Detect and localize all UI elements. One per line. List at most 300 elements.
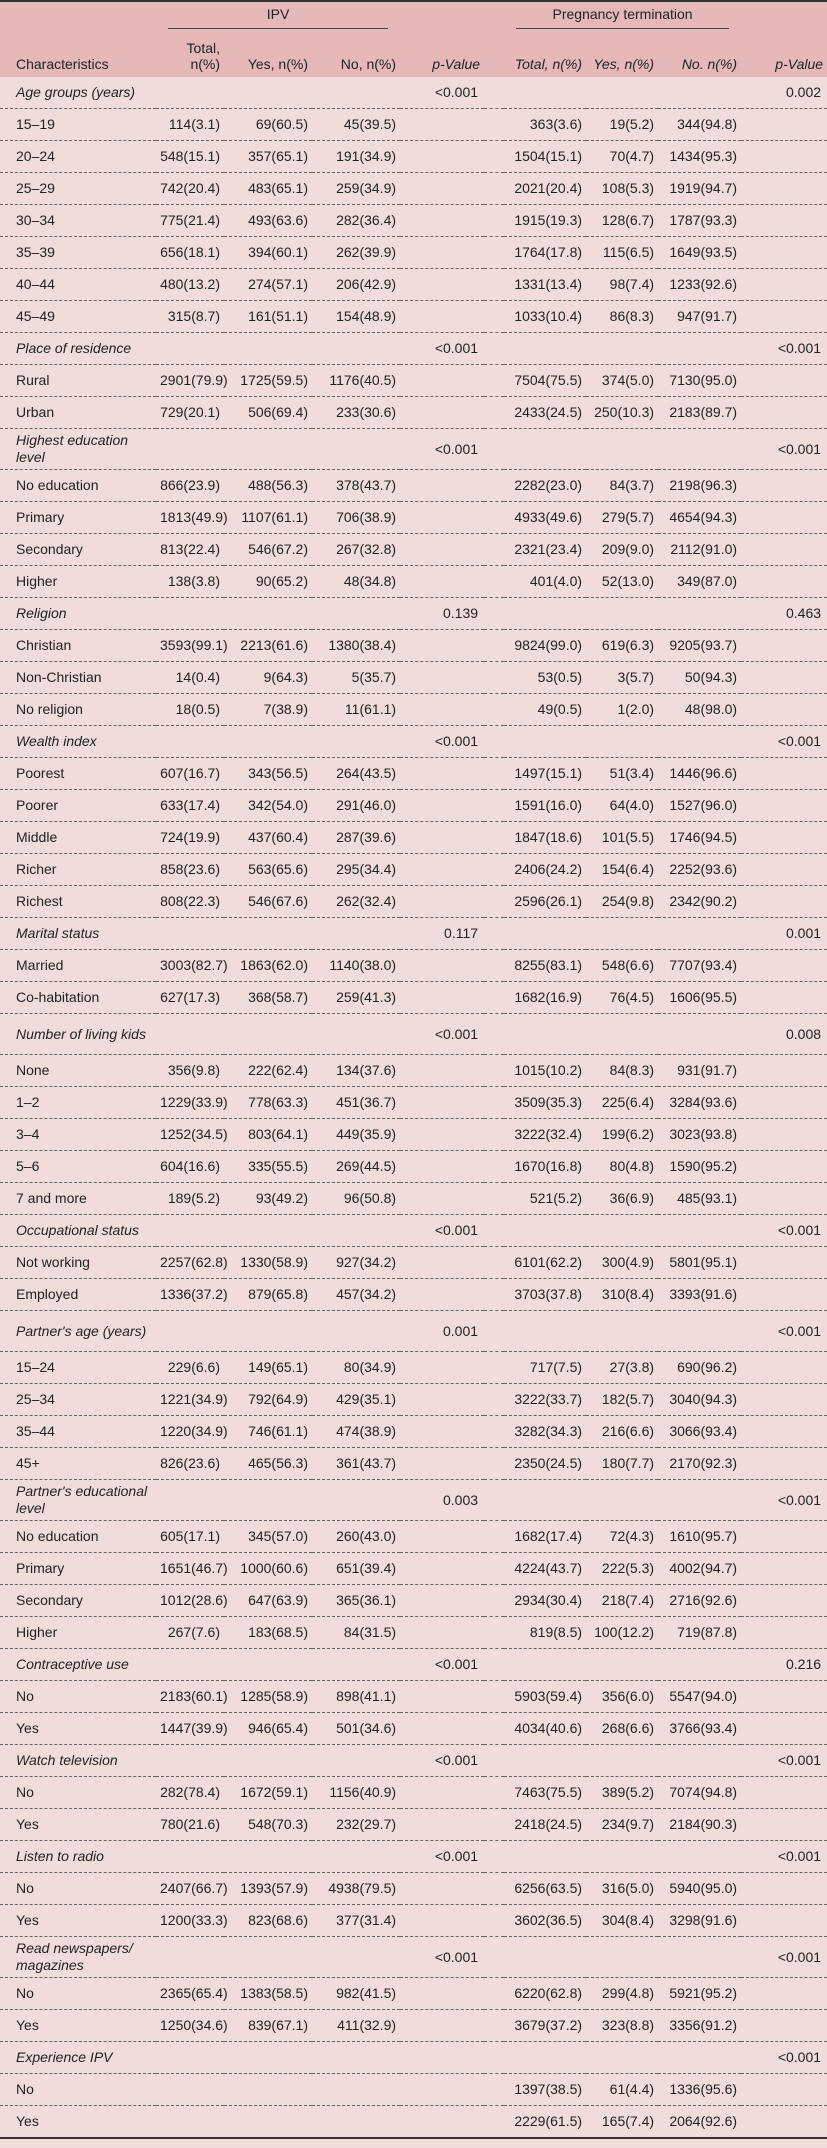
preg-total-cell: 7504(75.5)	[514, 372, 583, 388]
row-label: Primary	[16, 509, 65, 525]
preg-total-cell: 2433(24.5)	[514, 404, 583, 420]
table-row	[0, 1151, 827, 1183]
ipv-no-cell: 361(43.7)	[336, 1455, 397, 1471]
ipv-no-cell: 1156(40.9)	[329, 1784, 397, 1800]
table-row	[0, 365, 827, 397]
preg-yes-cell: 300(4.9)	[601, 1254, 655, 1270]
preg-yes-cell: 27(3.8)	[609, 1359, 655, 1375]
preg-no-cell: 4002(94.7)	[669, 1560, 738, 1576]
preg-yes-cell: 52(13.0)	[601, 573, 655, 589]
ipv-p-value: 0.003	[442, 1491, 479, 1508]
preg-no-cell: 9205(93.7)	[669, 637, 738, 653]
preg-total-cell: 6101(62.2)	[514, 1254, 583, 1270]
preg-total-cell: 3509(35.3)	[514, 1094, 583, 1110]
table-row	[0, 1713, 827, 1745]
preg-yes-cell: 279(5.7)	[601, 509, 655, 525]
ipv-no-cell: 457(34.2)	[336, 1286, 397, 1302]
table-row	[0, 1809, 827, 1841]
ipv-no-cell: 1176(40.5)	[329, 372, 397, 388]
table-row	[0, 1617, 827, 1649]
preg-total-cell: 1033(10.4)	[514, 308, 583, 324]
preg-yes-cell: 1(2.0)	[617, 701, 655, 717]
ipv-no-cell	[312, 2106, 400, 2139]
table-row	[0, 662, 827, 694]
ipv-no-cell: 11(61.1)	[344, 701, 397, 717]
preg-p-value: <0.001	[777, 440, 822, 457]
ipv-no-cell: 267(32.8)	[336, 541, 397, 557]
ipv-total-cell: 1229(33.9)	[160, 1094, 228, 1110]
preg-no-cell: 2184(90.3)	[669, 1816, 738, 1832]
ipv-total-cell: 1200(33.3)	[160, 1912, 228, 1928]
preg-no-col-header: No. n(%)	[681, 56, 738, 72]
preg-yes-cell: 51(3.4)	[609, 765, 655, 781]
ipv-no-cell: 365(36.1)	[336, 1592, 397, 1608]
category-row	[0, 1215, 827, 1247]
ipv-yes-cell: 437(60.4)	[248, 829, 308, 845]
ipv-total-cell: 858(23.6)	[160, 861, 220, 877]
table-row	[0, 982, 827, 1014]
ipv-yes-cell: 839(67.1)	[248, 2017, 308, 2033]
preg-no-cell: 719(87.8)	[677, 1624, 738, 1640]
category-label: Listen to radio	[16, 1848, 104, 1864]
ipv-yes-cell: 548(70.3)	[248, 1816, 308, 1832]
preg-no-cell: 947(91.7)	[677, 308, 738, 324]
ipv-no-cell: 259(41.3)	[336, 989, 397, 1005]
table-row	[0, 1055, 827, 1087]
preg-total-cell: 2418(24.5)	[514, 1816, 583, 1832]
ipv-p-value: 0.139	[442, 605, 479, 621]
ipv-yes-cell: 879(65.8)	[248, 1286, 308, 1302]
ipv-yes-cell: 394(60.1)	[248, 244, 308, 260]
ipv-total-cell: 18(0.5)	[175, 701, 220, 717]
preg-p-value: <0.001	[777, 1322, 822, 1339]
ipv-no-cell: 429(35.1)	[336, 1391, 397, 1407]
ipv-yes-cell: 335(55.5)	[248, 1158, 308, 1174]
preg-yes-cell: 268(6.6)	[601, 1720, 655, 1736]
ipv-no-cell: 134(37.6)	[336, 1062, 397, 1078]
row-label: 15–19	[16, 116, 55, 132]
preg-p-value: <0.001	[777, 1222, 822, 1238]
ipv-yes-cell: 342(54.0)	[248, 797, 308, 813]
ipv-p-value: 0.117	[444, 925, 479, 941]
row-label: 35–39	[16, 244, 55, 260]
row-label: Non-Christian	[16, 669, 102, 685]
ipv-total-cell: 742(20.4)	[160, 180, 220, 196]
ipv-no-cell: 282(36.4)	[336, 212, 397, 228]
ipv-no-cell: 378(43.7)	[336, 477, 397, 493]
table-row	[0, 630, 827, 662]
ipv-yes-cell: 357(65.1)	[248, 148, 308, 164]
row-label: 45–49	[16, 308, 55, 324]
preg-total-cell: 4224(43.7)	[514, 1560, 583, 1576]
preg-total-col-header: Total, n(%)	[514, 56, 583, 72]
preg-total-cell: 1915(19.3)	[514, 212, 583, 228]
ipv-p-value: <0.001	[434, 1656, 479, 1672]
preg-total-cell: 2596(26.1)	[514, 893, 583, 909]
ipv-no-cell: 48(34.8)	[343, 573, 397, 589]
preg-total-cell: 4933(49.6)	[514, 509, 583, 525]
preg-p-value: <0.001	[777, 1752, 822, 1768]
table-row	[0, 2074, 827, 2106]
category-row	[0, 333, 827, 365]
ipv-yes-cell: 746(61.1)	[248, 1423, 308, 1439]
ipv-no-cell: 1380(38.4)	[328, 637, 397, 653]
row-label: Yes	[16, 1816, 39, 1832]
ipv-yes-cell: 778(63.3)	[248, 1094, 308, 1110]
ipv-p-value: <0.001	[434, 84, 479, 100]
ipv-no-cell: 264(43.5)	[336, 765, 397, 781]
ipv-p-value: <0.001	[434, 1948, 479, 1965]
ipv-total-col-header: Total, n(%)	[186, 40, 220, 72]
row-label: Not working	[16, 1254, 90, 1270]
preg-yes-cell: 154(6.4)	[601, 861, 655, 877]
preg-no-cell: 5801(95.1)	[669, 1254, 738, 1270]
table-row	[0, 854, 827, 886]
ipv-no-cell: 260(43.0)	[336, 1528, 397, 1544]
table-row	[0, 1087, 827, 1119]
ipv-no-cell: 154(48.9)	[336, 308, 397, 324]
preg-yes-cell: 299(4.8)	[601, 1985, 655, 2001]
ipv-yes-cell	[224, 2106, 312, 2139]
preg-p-value: 0.002	[786, 84, 822, 100]
category-label: Contraceptive use	[16, 1656, 129, 1672]
ipv-total-cell: 1220(34.9)	[160, 1423, 228, 1439]
preg-p-value: 0.008	[786, 1025, 822, 1042]
category-row	[0, 2042, 827, 2074]
ipv-p-value: <0.001	[434, 340, 479, 356]
table-row	[0, 1279, 827, 1311]
preg-yes-cell: 225(6.4)	[601, 1094, 655, 1110]
preg-yes-cell: 128(6.7)	[601, 212, 655, 228]
preg-yes-cell: 86(8.3)	[609, 308, 655, 324]
preg-total-cell: 7463(75.5)	[514, 1784, 583, 1800]
category-row	[0, 1480, 827, 1521]
row-label: Middle	[16, 829, 58, 845]
ipv-yes-cell: 488(56.3)	[248, 477, 308, 493]
preg-yes-cell: 199(6.2)	[601, 1126, 655, 1142]
ipv-yes-cell: 946(65.4)	[248, 1720, 308, 1736]
row-label: Christian	[16, 637, 72, 653]
preg-total-cell: 1497(15.1)	[514, 765, 583, 781]
row-label: Higher	[16, 573, 58, 589]
preg-yes-cell: 3(5.7)	[617, 669, 655, 685]
preg-yes-cell: 323(8.8)	[601, 2017, 655, 2033]
ipv-yes-cell: 1383(58.5)	[240, 1985, 308, 2001]
preg-no-cell: 1527(96.0)	[669, 797, 738, 813]
row-label: Urban	[16, 404, 55, 420]
preg-yes-cell: 389(5.2)	[601, 1784, 655, 1800]
table-header	[0, 1, 827, 77]
ipv-no-cell: 80(34.9)	[343, 1359, 397, 1375]
category-row	[0, 1649, 827, 1681]
ipv-no-cell: 651(39.4)	[336, 1560, 397, 1576]
preg-total-cell: 6220(62.8)	[514, 1985, 583, 2001]
preg-yes-cell: 64(4.0)	[609, 797, 655, 813]
category-label: Age groups (years)	[16, 84, 136, 100]
row-label: 20–24	[16, 148, 55, 164]
row-label: Employed	[16, 1286, 79, 1302]
table-row	[0, 109, 827, 141]
preg-total-cell: 1682(16.9)	[514, 989, 583, 1005]
preg-yes-cell: 61(4.4)	[609, 2081, 655, 2097]
ipv-pvalue-col-header: p-Value	[432, 56, 481, 72]
preg-yes-cell: 548(6.6)	[601, 957, 655, 973]
ipv-total-cell: 14(0.4)	[175, 669, 220, 685]
row-label: 25–34	[16, 1391, 55, 1407]
row-label: Richer	[16, 861, 57, 877]
preg-total-cell: 2406(24.2)	[514, 861, 583, 877]
preg-total-cell: 3602(36.5)	[514, 1912, 583, 1928]
category-label: Religion	[16, 605, 67, 621]
ipv-total-cell: 282(78.4)	[160, 1784, 220, 1800]
category-row	[0, 1014, 827, 1055]
preg-yes-cell: 72(4.3)	[609, 1528, 655, 1544]
category-row	[0, 598, 827, 630]
preg-total-cell: 1764(17.8)	[514, 244, 583, 260]
table-row	[0, 1905, 827, 1937]
table-row	[0, 502, 827, 534]
ipv-p-value: <0.001	[434, 733, 479, 749]
preg-yes-cell: 218(7.4)	[601, 1592, 655, 1608]
category-label: Experience IPV	[16, 2049, 113, 2065]
preg-no-cell: 7707(93.4)	[669, 957, 738, 973]
pregnancy-group-header: Pregnancy termination	[504, 1, 741, 32]
ipv-no-cell: 982(41.5)	[336, 1985, 397, 2001]
preg-no-cell: 3066(93.4)	[669, 1423, 738, 1439]
ipv-total-cell: 1012(28.6)	[160, 1592, 228, 1608]
table-row	[0, 1352, 827, 1384]
preg-yes-cell: 222(5.3)	[601, 1560, 655, 1576]
ipv-total-cell: 729(20.1)	[160, 404, 220, 420]
ipv-yes-cell: 1672(59.1)	[240, 1784, 308, 1800]
ipv-total-cell: 633(17.4)	[160, 797, 220, 813]
table-row	[0, 205, 827, 237]
preg-no-cell: 7130(95.0)	[669, 372, 738, 388]
ipv-total-cell: 548(15.1)	[160, 148, 220, 164]
ipv-yes-cell: 506(69.4)	[248, 404, 308, 420]
row-label: Yes	[16, 1912, 39, 1928]
preg-no-cell: 3393(91.6)	[669, 1286, 738, 1302]
ipv-no-cell: 927(34.2)	[336, 1254, 397, 1270]
preg-yes-cell: 304(8.4)	[601, 1912, 655, 1928]
row-label: 1–2	[16, 1094, 40, 1110]
row-label: 45+	[16, 1455, 40, 1471]
ipv-total-cell: 826(23.6)	[160, 1455, 220, 1471]
preg-total-cell: 2350(24.5)	[514, 1455, 583, 1471]
ipv-no-cell: 411(32.9)	[337, 2017, 397, 2033]
preg-no-cell: 2112(91.0)	[670, 541, 738, 557]
preg-p-value: <0.001	[777, 733, 822, 749]
ipv-total-cell	[156, 2106, 224, 2139]
ipv-p-value: <0.001	[434, 1222, 479, 1238]
ipv-no-cell: 4938(79.5)	[328, 1880, 397, 1896]
ipv-no-cell: 259(34.9)	[336, 180, 397, 196]
ipv-p-value: <0.001	[434, 1848, 479, 1864]
ipv-p-value: <0.001	[434, 1752, 479, 1768]
ipv-no-cell: 501(34.6)	[336, 1720, 397, 1736]
preg-no-cell: 1649(93.5)	[669, 244, 738, 260]
preg-total-cell: 1682(17.4)	[514, 1528, 583, 1544]
ipv-no-cell: 5(35.7)	[351, 669, 397, 685]
preg-no-cell: 3298(91.6)	[669, 1912, 738, 1928]
preg-total-cell: 3703(37.8)	[514, 1286, 583, 1302]
preg-total-cell: 3282(34.3)	[514, 1423, 583, 1439]
ipv-yes-cell: 1000(60.6)	[240, 1560, 308, 1576]
preg-total-cell: 1397(38.5)	[514, 2081, 583, 2097]
preg-yes-cell: 100(12.2)	[594, 1624, 655, 1640]
ipv-total-cell: 775(21.4)	[160, 212, 220, 228]
ipv-yes-cell: 465(56.3)	[248, 1455, 308, 1471]
ipv-no-cell: 96(50.8)	[343, 1190, 397, 1206]
category-row	[0, 1937, 827, 1978]
table-row	[0, 534, 827, 566]
preg-total-cell: 521(5.2)	[529, 1190, 583, 1206]
preg-no-cell: 3766(93.4)	[669, 1720, 738, 1736]
preg-no-cell: 2183(89.7)	[669, 404, 738, 420]
ipv-total-cell: 480(13.2)	[160, 276, 220, 292]
ipv-no-cell: 451(36.7)	[336, 1094, 397, 1110]
preg-total-cell: 5903(59.4)	[514, 1688, 583, 1704]
ipv-yes-cell: 1285(58.9)	[240, 1688, 308, 1704]
preg-yes-cell: 250(10.3)	[594, 404, 655, 420]
ipv-total-cell: 267(7.6)	[167, 1624, 220, 1640]
row-label: Secondary	[16, 541, 83, 557]
ipv-yes-cell: 493(63.6)	[248, 212, 308, 228]
ipv-yes-col-header: Yes, n(%)	[247, 56, 308, 72]
ipv-no-cell	[312, 2074, 400, 2106]
category-row	[0, 726, 827, 758]
ipv-group-header: IPV	[156, 1, 400, 32]
table-row	[0, 566, 827, 598]
preg-no-cell: 485(93.1)	[677, 1190, 738, 1206]
preg-yes-cell: 84(3.7)	[609, 477, 655, 493]
table-row	[0, 2010, 827, 2042]
ipv-total-cell: 2901(79.9)	[160, 372, 228, 388]
ipv-total-cell: 229(6.6)	[167, 1359, 220, 1375]
ipv-p-value	[400, 2042, 484, 2074]
ipv-total-cell: 627(17.3)	[160, 989, 220, 1005]
table-row	[0, 1521, 827, 1553]
preg-yes-cell: 115(6.5)	[602, 244, 655, 260]
preg-no-cell: 2064(92.6)	[669, 2113, 738, 2129]
category-label: Occupational status	[16, 1222, 139, 1238]
ipv-total-cell: 656(18.1)	[160, 244, 220, 260]
category-label: Marital status	[16, 925, 100, 941]
ipv-yes-cell: 792(64.9)	[248, 1391, 308, 1407]
row-label: No education	[16, 477, 99, 493]
ipv-p-value: <0.001	[434, 440, 479, 457]
preg-p-value: <0.001	[777, 1491, 822, 1508]
ipv-total-cell: 1221(34.9)	[160, 1391, 228, 1407]
category-label: Partner's educational level	[16, 1483, 148, 1516]
preg-no-cell: 2716(92.6)	[669, 1592, 738, 1608]
ipv-no-cell: 206(42.9)	[336, 276, 397, 292]
preg-no-cell: 1606(95.5)	[669, 989, 738, 1005]
ipv-yes-cell: 93(49.2)	[255, 1190, 308, 1206]
ipv-yes-cell: 1393(57.9)	[240, 1880, 308, 1896]
row-label: Poorest	[16, 765, 65, 781]
preg-p-value: 0.463	[786, 605, 822, 621]
row-label: 25–29	[16, 180, 55, 196]
ipv-no-cell: 1140(38.0)	[329, 957, 397, 973]
preg-no-cell: 1336(95.6)	[669, 2081, 738, 2097]
row-label: Yes	[16, 2113, 39, 2129]
preg-total-cell: 4034(40.6)	[514, 1720, 583, 1736]
ipv-yes-cell: 7(38.9)	[263, 701, 308, 717]
ipv-p-value: <0.001	[434, 1025, 479, 1042]
ipv-no-cell: 706(38.9)	[336, 509, 397, 525]
ipv-no-cell: 262(39.9)	[336, 244, 397, 260]
category-row	[0, 1745, 827, 1777]
row-label: None	[16, 1062, 50, 1078]
row-label: Co-habitation	[16, 989, 100, 1005]
category-row	[0, 918, 827, 950]
preg-no-cell: 1233(92.6)	[669, 276, 738, 292]
ipv-yes-cell: 1725(59.5)	[240, 372, 308, 388]
preg-no-cell: 5921(95.2)	[669, 1985, 738, 2001]
preg-no-cell: 1919(94.7)	[669, 180, 738, 196]
preg-total-cell: 819(8.5)	[529, 1624, 583, 1640]
ipv-total-cell: 189(5.2)	[167, 1190, 220, 1206]
table-row	[0, 1247, 827, 1279]
preg-total-cell: 53(0.5)	[537, 669, 583, 685]
preg-total-cell: 1015(10.2)	[514, 1062, 583, 1078]
row-label: 35–44	[16, 1423, 55, 1439]
ipv-yes-cell: 90(65.2)	[255, 573, 308, 589]
ipv-total-cell: 138(3.8)	[167, 573, 220, 589]
ipv-yes-cell	[224, 2074, 312, 2106]
ipv-total-cell: 813(22.4)	[160, 541, 220, 557]
table-row	[0, 237, 827, 269]
preg-yes-cell: 619(6.3)	[601, 637, 655, 653]
row-label: Married	[16, 957, 64, 973]
ipv-no-cell: 474(38.9)	[336, 1423, 397, 1439]
preg-yes-cell: 216(6.6)	[601, 1423, 655, 1439]
table-row	[0, 758, 827, 790]
preg-no-cell: 931(91.7)	[677, 1062, 738, 1078]
table-row	[0, 694, 827, 726]
ipv-total-cell: 2183(60.1)	[160, 1688, 228, 1704]
preg-p-value: <0.001	[777, 340, 822, 356]
ipv-no-cell: 377(31.4)	[336, 1912, 397, 1928]
preg-yes-cell: 182(5.7)	[601, 1391, 655, 1407]
preg-no-cell: 1446(96.6)	[669, 765, 738, 781]
table-row	[0, 301, 827, 333]
ipv-yes-cell: 69(60.5)	[255, 116, 308, 132]
row-label: Higher	[16, 1624, 58, 1640]
preg-yes-cell: 76(4.5)	[609, 989, 655, 1005]
row-label: No	[16, 1880, 34, 1896]
ipv-total-cell: 1336(37.2)	[160, 1286, 228, 1302]
preg-total-cell: 8255(83.1)	[514, 957, 583, 973]
ipv-yes-cell: 1863(62.0)	[240, 957, 308, 973]
preg-total-cell: 2321(23.4)	[514, 541, 583, 557]
row-label: Richest	[16, 893, 63, 909]
preg-no-cell: 2170(92.3)	[669, 1455, 738, 1471]
preg-no-cell: 3284(93.6)	[669, 1094, 738, 1110]
ipv-total-cell: 2365(65.4)	[160, 1985, 228, 2001]
preg-total-cell: 2282(23.0)	[514, 477, 583, 493]
table-row	[0, 1777, 827, 1809]
preg-total-cell: 1331(13.4)	[514, 276, 583, 292]
ipv-no-col-header: No, n(%)	[340, 56, 397, 72]
preg-no-cell: 349(87.0)	[677, 573, 738, 589]
preg-yes-cell: 19(5.2)	[609, 116, 655, 132]
ipv-yes-cell: 9(64.3)	[263, 669, 308, 685]
row-label: No	[16, 2081, 34, 2097]
row-label: Rural	[16, 372, 50, 388]
ipv-no-cell: 269(44.5)	[336, 1158, 397, 1174]
